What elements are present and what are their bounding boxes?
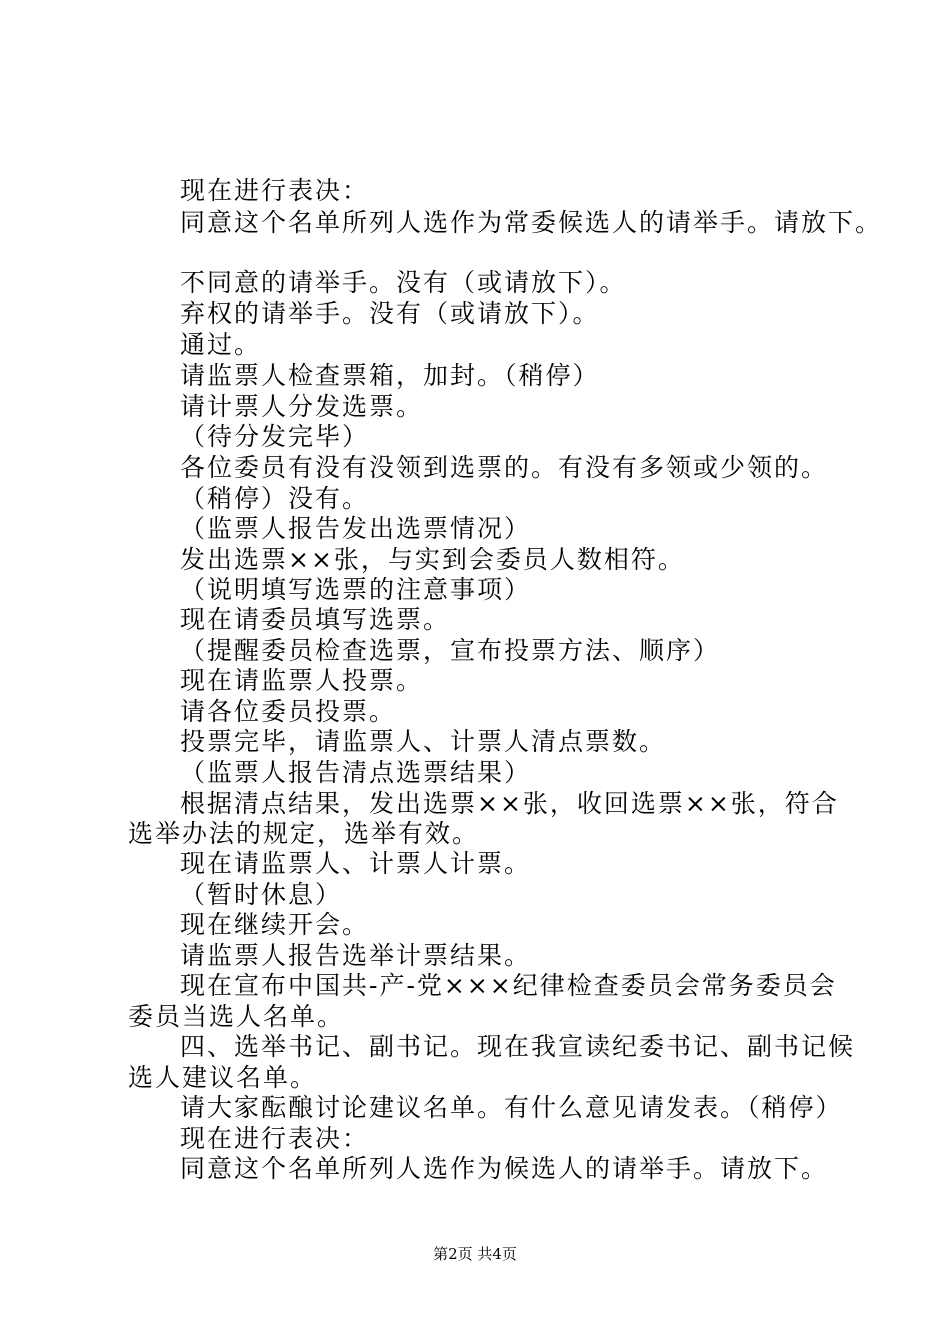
text-line-6: 请监票人检查票箱，加封。（稍停） [180, 361, 600, 390]
text-line-14: 现在请委员填写选票。 [180, 605, 451, 634]
text-line-3: 不同意的请举手。没有（或请放下）。 [180, 268, 627, 297]
text-line-22: 现在请监票人、计票人计票。 [180, 849, 532, 878]
text-line-27: 委员当选人名单。 [128, 1002, 345, 1031]
text-line-4: 弃权的请举手。没有（或请放下）。 [180, 299, 600, 328]
text-line-11: （监票人报告发出选票情况） [180, 514, 532, 543]
text-line-28: 四、选举书记、副书记。现在我宣读纪委书记、副书记候 [180, 1032, 856, 1061]
text-line-32: 同意这个名单所列人选作为候选人的请举手。请放下。 [180, 1154, 829, 1183]
text-line-5: 通过。 [180, 330, 262, 359]
text-line-19: （监票人报告清点选票结果） [180, 758, 532, 787]
text-line-17: 请各位委员投票。 [180, 697, 397, 726]
text-line-23: （暂时休息） [180, 880, 343, 909]
text-line-10: （稍停）没有。 [180, 484, 370, 513]
text-line-26: 现在宣布中国共-产-党×××纪律检查委员会常务委员会 [180, 971, 837, 1000]
text-line-2: 同意这个名单所列人选作为常委候选人的请举手。请放下。 [180, 208, 883, 237]
text-line-18: 投票完毕，请监票人、计票人清点票数。 [180, 727, 667, 756]
text-line-30: 请大家酝酿讨论建议名单。有什么意见请发表。（稍停） [180, 1093, 843, 1122]
text-line-13: （说明填写选票的注意事项） [180, 575, 532, 604]
text-line-16: 现在请监票人投票。 [180, 666, 424, 695]
text-line-24: 现在继续开会。 [180, 910, 370, 939]
text-line-15: （提醒委员检查选票，宣布投票方法、顺序） [180, 636, 721, 665]
page-number-footer: 第2页 共4页 [433, 1245, 517, 1263]
text-line-7: 请计票人分发选票。 [180, 392, 424, 421]
text-line-9: 各位委员有没有没领到选票的。有没有多领或少领的。 [180, 453, 829, 482]
text-line-25: 请监票人报告选举计票结果。 [180, 941, 532, 970]
text-line-8: （待分发完毕） [180, 422, 370, 451]
text-line-20: 根据清点结果，发出选票××张，收回选票××张，符合 [180, 789, 839, 818]
text-line-12: 发出选票××张，与实到会委员人数相符。 [180, 545, 685, 574]
text-line-29: 选人建议名单。 [128, 1063, 318, 1092]
text-line-21: 选举办法的规定，选举有效。 [128, 819, 480, 848]
text-line-1: 现在进行表决： [180, 176, 370, 205]
text-line-31: 现在进行表决： [180, 1124, 370, 1153]
